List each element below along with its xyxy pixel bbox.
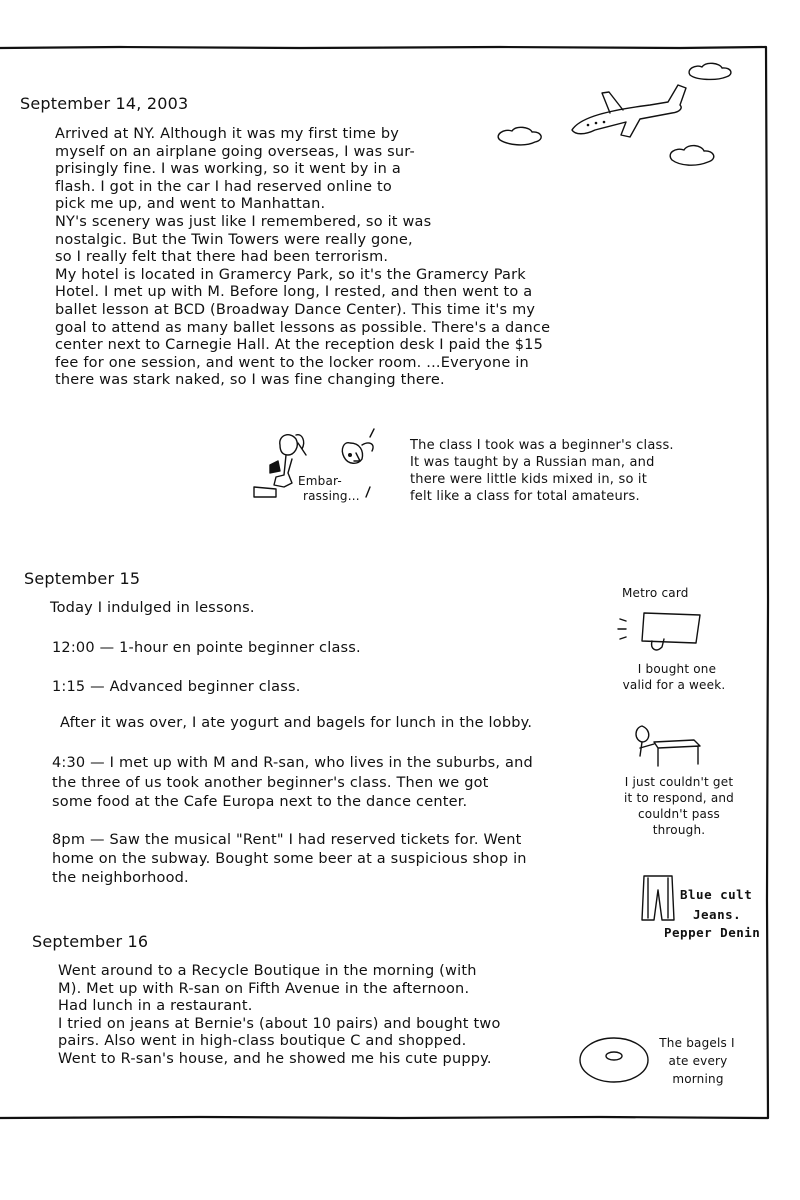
entry-body bbox=[58, 963, 501, 1069]
jeans-label: Pepper Denin bbox=[664, 925, 761, 940]
entry-line: Went to R-san's house, and he showed me his cute puppy. bbox=[58, 1050, 492, 1067]
entry-date: September 16 bbox=[32, 932, 149, 951]
entry-line: the neighborhood. bbox=[52, 870, 189, 886]
entry-line: fee for one session, and went to the locker room. ...Everyone in bbox=[55, 354, 529, 371]
entry-line: 1:15 — Advanced beginner class. bbox=[52, 679, 301, 695]
entry-line: pick me up, and went to Manhattan. bbox=[55, 196, 326, 213]
bagels-note: morning bbox=[672, 1072, 724, 1086]
entry-line: pairs. Also went in high-class boutique C and shopped. bbox=[58, 1033, 467, 1050]
jeans-sketch bbox=[638, 874, 678, 924]
entry-line: goal to attend as many ballet lessons as possible. There's a dance bbox=[55, 319, 551, 336]
caption-line: felt like a class for total amateurs. bbox=[410, 489, 640, 504]
bagels-note: The bagels I bbox=[659, 1036, 735, 1050]
entry-body bbox=[55, 126, 550, 390]
entry-date: September 14, 2003 bbox=[20, 94, 189, 113]
metro-card-label: Metro card bbox=[622, 586, 689, 600]
metro-card-note: I bought one bbox=[637, 662, 717, 676]
entry-line: myself on an airplane going overseas, I was sur- bbox=[55, 143, 415, 160]
metro-card-sketch bbox=[612, 605, 722, 660]
caption-line: there were little kids mixed in, so it bbox=[410, 472, 648, 487]
entry-line: My hotel is located in Gramercy Park, so it's the Gramercy Park bbox=[55, 266, 526, 283]
entry-line: nostalgic. But the Twin Towers were really gone, bbox=[55, 231, 413, 248]
entry-line: some food at the Cafe Europa next to the dance center. bbox=[52, 794, 468, 810]
jeans-label: Jeans. bbox=[693, 907, 742, 922]
turnstile-sketch bbox=[628, 722, 718, 772]
entry-line: so I really felt that there had been terrorism. bbox=[55, 249, 389, 266]
entry-line: prisingly fine. I was working, so it went by in a bbox=[55, 161, 401, 178]
entry-line: home on the subway. Bought some beer at a suspicious shop in bbox=[52, 851, 527, 867]
embarrassing-note: rassing... bbox=[303, 489, 360, 503]
entry-line: there was stark naked, so I was fine changing there. bbox=[55, 372, 445, 389]
entry-date: September 15 bbox=[24, 569, 141, 588]
entry-line: 8pm — Saw the musical "Rent" I had reserved tickets for. Went bbox=[52, 832, 522, 848]
entry-line: ballet lesson at BCD (Broadway Dance Center). This time it's my bbox=[55, 301, 536, 318]
turnstile-note: it to respond, and bbox=[623, 791, 734, 805]
entry-line: Today I indulged in lessons. bbox=[50, 600, 255, 616]
entry-line: Went around to a Recycle Boutique in the morning (with bbox=[58, 963, 477, 979]
entry-line: Arrived at NY. Although it was my first time by bbox=[55, 126, 400, 142]
entry-line: After it was over, I ate yogurt and bagels for lunch in the lobby. bbox=[60, 715, 533, 731]
caption-line: The class I took was a beginner's class. bbox=[410, 438, 674, 453]
turnstile-note: couldn't pass bbox=[638, 807, 720, 821]
entry-line: M). Met up with R-san on Fifth Avenue in the afternoon. bbox=[58, 980, 470, 997]
entry-line: 12:00 — 1-hour en pointe beginner class. bbox=[52, 640, 361, 656]
entry-line: center next to Carnegie Hall. At the reception desk I paid the $15 bbox=[55, 337, 544, 354]
entry-line: NY's scenery was just like I remembered, so it was bbox=[55, 213, 432, 230]
class-caption bbox=[410, 437, 674, 505]
entry-line: 4:30 — I met up with M and R-san, who lives in the suburbs, and bbox=[52, 755, 533, 771]
embarrassing-note: Embar- bbox=[298, 474, 342, 488]
metro-card-note: valid for a week. bbox=[622, 678, 726, 692]
entry-line: Had lunch in a restaurant. bbox=[58, 998, 253, 1015]
entry-line: I tried on jeans at Bernie's (about 10 pairs) and bought two bbox=[58, 1015, 501, 1032]
caption-line: It was taught by a Russian man, and bbox=[410, 455, 655, 470]
jeans-label: Blue cult bbox=[680, 887, 753, 902]
bagels-note: ate every bbox=[668, 1054, 728, 1068]
turnstile-note: through. bbox=[652, 823, 706, 837]
entry-line: Hotel. I met up with M. Before long, I rested, and then went to a bbox=[55, 284, 533, 301]
turnstile-note: I just couldn't get bbox=[624, 775, 734, 789]
entry-line: the three of us took another beginner's class. Then we got bbox=[52, 775, 489, 791]
entry-line: flash. I got in the car I had reserved online to bbox=[55, 178, 392, 195]
